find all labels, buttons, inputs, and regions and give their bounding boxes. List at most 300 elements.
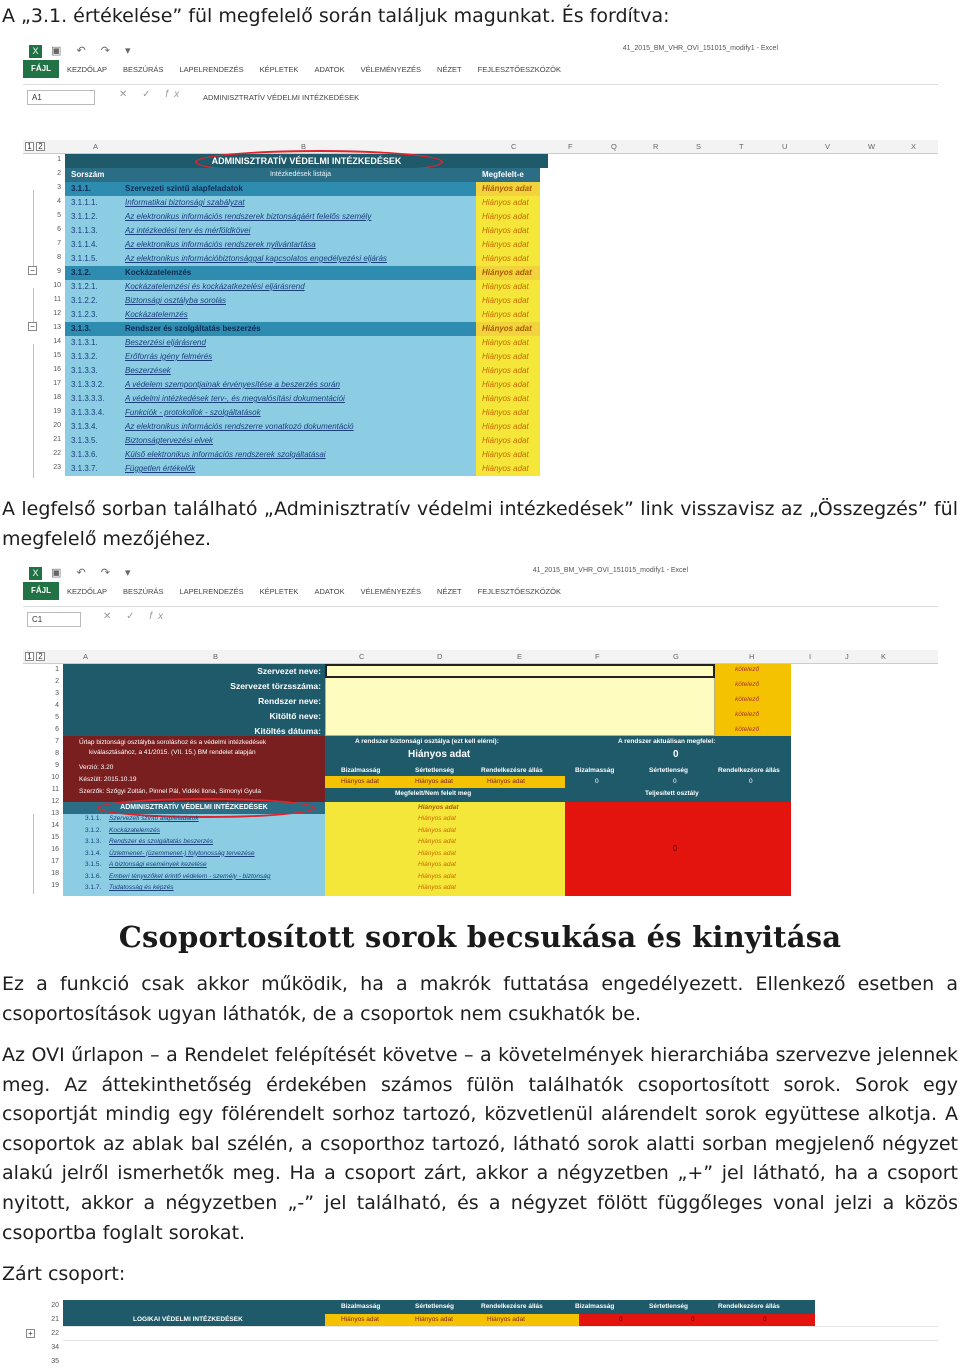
col-availability-2: Rendelkezésre állás xyxy=(718,1303,780,1310)
formula-bar xyxy=(23,606,938,630)
table-row xyxy=(65,210,540,224)
row-header[interactable]: 9 xyxy=(57,268,61,275)
row-header[interactable]: 16 xyxy=(51,846,59,853)
col-h[interactable]: H xyxy=(749,652,755,661)
required-3: kötelező xyxy=(735,696,760,703)
row-header[interactable]: 34 xyxy=(51,1344,59,1351)
req-val-1: Hiányos adat xyxy=(341,778,379,785)
table-row xyxy=(65,196,540,210)
gridline xyxy=(63,1326,938,1327)
requirement-link[interactable] xyxy=(121,364,476,378)
row-header[interactable]: 19 xyxy=(51,882,59,889)
table-row xyxy=(65,336,540,350)
requirement-link[interactable] xyxy=(121,336,476,350)
col-s[interactable]: S xyxy=(696,142,702,151)
col-k[interactable]: K xyxy=(881,652,887,661)
requirement-link[interactable] xyxy=(121,196,476,210)
requirement-text[interactable]: Biztonságtervezési elvek xyxy=(125,436,214,445)
status-cell: Hiányos adat xyxy=(476,294,540,308)
status-cell: Hiányos adat xyxy=(476,378,540,392)
header-subtitle: Intézkedések listája xyxy=(121,168,476,182)
requirement-text[interactable]: Külső elektronikus információs rendszerek szolgáltatásai xyxy=(125,450,326,459)
col-c[interactable]: C xyxy=(359,652,365,661)
status-cell: Hiányos adat xyxy=(476,308,540,322)
outline-level-2-button[interactable]: 2 xyxy=(36,652,45,661)
col-confidentiality-2: Bizalmasság xyxy=(575,1303,615,1310)
header-row xyxy=(65,168,540,182)
status-cell: Hiányos adat xyxy=(476,266,540,280)
row-header[interactable]: 18 xyxy=(53,394,61,401)
row-number-cell: 3.1.7. xyxy=(85,884,102,891)
row-header[interactable]: 35 xyxy=(51,1358,59,1365)
requirement-text[interactable]: Kockázatelemzés xyxy=(125,310,188,319)
row-number-cell: 3.1.3.5. xyxy=(65,434,121,448)
row-header[interactable]: 12 xyxy=(53,310,61,317)
requirement-link[interactable] xyxy=(121,350,476,364)
outline-level-1-button[interactable]: 1 xyxy=(25,142,34,151)
fx-icon: fx xyxy=(165,89,186,100)
status-cell: Hiányos adat xyxy=(418,849,456,857)
row-number-cell: 3.1.2.1. xyxy=(65,280,121,294)
result-red-area xyxy=(565,802,791,896)
name-box[interactable]: A1 xyxy=(27,90,95,105)
row-header[interactable]: 23 xyxy=(53,464,61,471)
row-header[interactable]: 6 xyxy=(57,226,61,233)
row-header[interactable]: 15 xyxy=(51,834,59,841)
col-r[interactable]: R xyxy=(653,142,659,151)
tab-formulas[interactable]: KÉPLETEK xyxy=(259,64,299,74)
table-row xyxy=(65,406,540,420)
row-header[interactable]: 21 xyxy=(53,436,61,443)
achieved-class-label: Teljesített osztály xyxy=(645,790,699,797)
requirement-text[interactable]: Beszerzési eljárásrend xyxy=(125,338,206,347)
row-header[interactable]: 14 xyxy=(51,822,59,829)
table-row xyxy=(65,392,540,406)
closed-group-title[interactable]: LOGIKAI VÉDELMI INTÉZKEDÉSEK xyxy=(133,1316,243,1323)
row-header[interactable]: 2 xyxy=(55,678,59,685)
quick-access-toolbar: X ▣ ↶ ↷ ▾ xyxy=(29,566,137,580)
row-header[interactable]: 3 xyxy=(55,690,59,697)
col-integrity-2: Sértetlenség xyxy=(649,767,689,774)
cur-val-3: 0 xyxy=(749,778,753,785)
row-header[interactable]: 20 xyxy=(53,422,61,429)
status-cell: Hiányos adat xyxy=(476,280,540,294)
requirement-link[interactable]: A biztonsági események kezelése xyxy=(109,861,207,868)
tab-file[interactable]: FÁJL xyxy=(23,582,59,600)
row-header[interactable]: 10 xyxy=(53,282,61,289)
required-1: kötelező xyxy=(735,666,760,673)
row-header[interactable]: 8 xyxy=(55,750,59,757)
ribbon-tabs xyxy=(23,60,938,78)
status-cell: Hiányos adat xyxy=(476,392,540,406)
val-4: 0 xyxy=(619,1316,623,1323)
current-class-header: A rendszer aktuálisan megfelel: xyxy=(618,738,716,745)
status-cell: Hiányos adat xyxy=(476,210,540,224)
row-number-cell: 3.1.3.3. xyxy=(65,364,121,378)
tab-formulas[interactable]: KÉPLETEK xyxy=(259,586,299,596)
row-header[interactable]: 17 xyxy=(53,380,61,387)
val-6: 0 xyxy=(763,1316,767,1323)
group-expand-button[interactable]: + xyxy=(26,1329,35,1338)
table-row xyxy=(65,434,540,448)
requirement-link[interactable] xyxy=(121,420,476,434)
requirement-text[interactable]: Független értékelők xyxy=(125,464,196,473)
status-cell: Hiányos adat xyxy=(476,350,540,364)
status-cell: Hiányos adat xyxy=(476,182,540,196)
label-org-id: Szervezet törzsszáma: xyxy=(230,681,321,691)
requirement-text[interactable]: Az intézkedési terv és mérföldkövei xyxy=(125,226,251,235)
required-5: kötelező xyxy=(735,726,760,733)
requirement-text[interactable]: Funkciók - protokollok - szolgáltatások xyxy=(125,408,261,417)
excel-icon: X xyxy=(29,45,42,58)
requirement-link[interactable] xyxy=(121,238,476,252)
row-header[interactable]: 14 xyxy=(53,338,61,345)
row-number-cell: 3.1.3.2. xyxy=(65,350,121,364)
tab-page-layout[interactable]: LAPELRENDEZÉS xyxy=(179,64,244,74)
paragraph-macro-note: Ez a funkció csak akkor működik, ha a makrók futtatása engedélyezett. Ellenkező esetben a csoportosítások ugyan láthatók, de a csoportok nem csukhatók be. xyxy=(2,973,958,1025)
col-availability: Rendelkezésre állás xyxy=(481,1303,543,1310)
tab-view[interactable]: NÉZET xyxy=(437,586,462,596)
requirement-link[interactable] xyxy=(121,182,476,196)
formula-input[interactable]: ADMINISZTRATÍV VÉDELMI INTÉZKEDÉSEK xyxy=(203,93,360,102)
requirement-text[interactable]: Kockázatelemzés xyxy=(125,268,192,277)
row-number-cell: 3.1.4. xyxy=(85,849,102,857)
row-number-cell: 3.1.2. xyxy=(85,826,102,834)
table-row xyxy=(65,280,540,294)
row-header[interactable]: 8 xyxy=(57,254,61,261)
requirement-link[interactable] xyxy=(121,308,476,322)
col-b[interactable]: B xyxy=(213,652,219,661)
tab-home[interactable]: KEZDŐLAP xyxy=(67,64,108,74)
row-number-cell: 3.1.3.3.4. xyxy=(65,406,121,420)
required-class-header: A rendszer biztonsági osztálya (ezt kell elérni): xyxy=(355,738,499,745)
row-number-cell: 3.1.2.3. xyxy=(65,308,121,322)
row-header[interactable]: 16 xyxy=(53,366,61,373)
tab-developer[interactable]: FEJLESZTŐESZKÖZÖK xyxy=(477,64,561,74)
required-4: kötelező xyxy=(735,711,760,718)
status-cell: Hiányos adat xyxy=(476,462,540,476)
paragraph-link-back: A legfelső sorban található „Adminisztratív védelmi intézkedések” link visszavisz az „Összegzés” fül megfelelő mezőjéhez. xyxy=(2,498,958,550)
info-line-5: Szerzők: Szőgyi Zoltán, Pinnel Pál, Vidéki Ilona, Simonyi Gyula xyxy=(79,788,261,795)
header-num: Sorszám xyxy=(65,168,121,182)
req-val-2: Hiányos adat xyxy=(415,778,453,785)
row-header[interactable]: 21 xyxy=(51,1316,59,1323)
col-t[interactable]: T xyxy=(739,142,744,151)
col-i[interactable]: I xyxy=(809,652,812,661)
requirement-link[interactable]: Tudatosság és képzés xyxy=(109,884,174,891)
header-val: Megfelelt-e xyxy=(476,168,540,182)
col-integrity: Sértetlenség xyxy=(415,767,455,774)
row-number-cell: 3.1.3.3.3. xyxy=(65,392,121,406)
row-header[interactable]: 4 xyxy=(57,198,61,205)
cur-val-2: 0 xyxy=(673,778,677,785)
status-cell: Hiányos adat xyxy=(476,420,540,434)
status-cell: Hiányos adat xyxy=(418,838,456,845)
row-number-cell: 3.1.2.2. xyxy=(65,294,121,308)
cur-val-1: 0 xyxy=(595,778,599,785)
col-g[interactable]: G xyxy=(673,652,679,661)
row-header[interactable]: 18 xyxy=(51,870,59,877)
column-header-row xyxy=(23,650,938,664)
col-integrity: Sértetlenség xyxy=(415,1303,455,1310)
requirement-text[interactable]: A védelmi intézkedések terv-, és megvalósítási dokumentációi xyxy=(125,394,345,403)
formula-buttons[interactable]: ✕ ✓ fx xyxy=(119,89,186,100)
row-header[interactable]: 19 xyxy=(53,408,61,415)
requirement-link[interactable] xyxy=(121,224,476,238)
gridline xyxy=(63,1340,938,1341)
col-a[interactable]: A xyxy=(83,652,89,661)
window-title: 41_2015_BM_VHR_OVI_151015_modify1 - Excel xyxy=(622,45,778,52)
row-header[interactable]: 3 xyxy=(57,184,61,191)
requirement-text[interactable]: Szervezeti szintű alapfeladatok xyxy=(125,184,243,193)
val-5: 0 xyxy=(691,1316,695,1323)
row-number-cell: 3.1.1.1. xyxy=(65,196,121,210)
requirement-text[interactable]: Az elektronikus információs rendszerek biztonságáért felelős személy xyxy=(125,212,372,221)
req-val-3: Hiányos adat xyxy=(487,778,525,785)
status-cell: Hiányos adat xyxy=(418,872,456,880)
requirement-link[interactable] xyxy=(121,448,476,462)
requirement-link[interactable]: Szervezeti szintű alapfeladatok xyxy=(109,815,199,822)
sheet-title[interactable]: ADMINISZTRATÍV VÉDELMI INTÉZKEDÉSEK xyxy=(65,154,548,168)
info-line-3: Verzió: 3.20 xyxy=(79,764,114,771)
row-header[interactable]: 13 xyxy=(53,324,61,331)
requirement-link[interactable] xyxy=(121,462,476,476)
status-cell: Hiányos adat xyxy=(476,252,540,266)
row-number-cell: 3.1.1. xyxy=(65,182,121,196)
requirement-link[interactable] xyxy=(121,434,476,448)
group-collapse-button[interactable]: − xyxy=(28,266,37,275)
row-header[interactable]: 6 xyxy=(55,726,59,733)
row-header[interactable]: 9 xyxy=(55,762,59,769)
quick-access-toolbar: X ▣ ↶ ↷ ▾ xyxy=(29,44,137,58)
requirement-link[interactable] xyxy=(121,252,476,266)
result-value: 0 xyxy=(673,844,678,853)
col-c[interactable]: C xyxy=(511,142,517,151)
row-header[interactable]: 5 xyxy=(55,714,59,721)
label-org-name: Szervezet neve: xyxy=(257,666,321,676)
row-header[interactable]: 15 xyxy=(53,352,61,359)
title-bar xyxy=(23,40,938,62)
requirement-text[interactable]: Biztonsági osztályba sorolás xyxy=(125,296,226,305)
status-cell: Hiányos adat xyxy=(476,336,540,350)
requirement-link[interactable] xyxy=(121,378,476,392)
tab-review[interactable]: VÉLEMÉNYEZÉS xyxy=(360,64,422,74)
col-j[interactable]: J xyxy=(845,652,849,661)
col-x[interactable]: X xyxy=(911,142,917,151)
red-values xyxy=(579,1314,815,1326)
table-row xyxy=(65,364,540,378)
status-cell: Hiányos adat xyxy=(476,434,540,448)
col-integrity-2: Sértetlenség xyxy=(649,1303,689,1310)
group-line xyxy=(33,288,34,322)
excel-icon: X xyxy=(29,567,42,580)
requirement-link[interactable] xyxy=(121,406,476,420)
tab-insert[interactable]: BESZÚRÁS xyxy=(123,64,164,74)
formula-bar xyxy=(23,84,938,108)
requirement-text[interactable]: Erőforrás igény felmérés xyxy=(125,352,213,361)
requirement-link[interactable]: Kockázatelemzés xyxy=(109,826,160,834)
status-cell: Hiányos adat xyxy=(476,448,540,462)
col-e[interactable]: E xyxy=(517,652,523,661)
row-number-cell: 3.1.1.5. xyxy=(65,252,121,266)
requirement-link[interactable] xyxy=(121,210,476,224)
row-number-cell: 3.1.1.4. xyxy=(65,238,121,252)
col-u[interactable]: U xyxy=(782,142,788,151)
row-number-cell: 3.1.3.6. xyxy=(65,448,121,462)
outline-level-1-button[interactable]: 1 xyxy=(25,652,34,661)
tab-insert[interactable]: BESZÚRÁS xyxy=(123,586,164,596)
status-cell: Hiányos adat xyxy=(418,884,456,891)
table-row xyxy=(65,182,540,196)
row-header[interactable]: 2 xyxy=(57,170,61,177)
requirement-link[interactable] xyxy=(121,322,476,336)
requirement-link[interactable] xyxy=(121,392,476,406)
tab-data[interactable]: ADATOK xyxy=(314,64,345,74)
tab-page-layout[interactable]: LAPELRENDEZÉS xyxy=(179,586,244,596)
requirement-text[interactable]: Az elektronikus információs rendszerre vonatkozó dokumentáció xyxy=(125,422,354,431)
window-title: 41_2015_BM_VHR_OVI_151015_modify1 - Excel xyxy=(532,567,688,574)
table-row xyxy=(65,462,540,476)
row-header[interactable]: 4 xyxy=(55,702,59,709)
val-1: Hiányos adat xyxy=(341,1316,379,1323)
col-f[interactable]: F xyxy=(568,142,573,151)
status-cell: Hiányos adat xyxy=(476,238,540,252)
row-header[interactable]: 10 xyxy=(51,774,59,781)
row-header[interactable]: 11 xyxy=(53,296,61,303)
col-confidentiality-2: Bizalmasság xyxy=(575,767,615,774)
col-confidentiality: Bizalmasság xyxy=(341,767,381,774)
row-number-cell: 3.1.1.3. xyxy=(65,224,121,238)
row-header[interactable]: 20 xyxy=(51,1302,59,1309)
row-number-cell: 3.1.3. xyxy=(85,838,102,845)
col-b[interactable]: B xyxy=(301,142,307,151)
row-header[interactable]: 5 xyxy=(57,212,61,219)
row-header[interactable]: 11 xyxy=(51,786,59,793)
row-header[interactable]: 22 xyxy=(51,1330,59,1337)
col-f[interactable]: F xyxy=(595,652,600,661)
group-collapse-button[interactable]: − xyxy=(28,322,37,331)
col-availability: Rendelkezésre állás xyxy=(481,767,543,774)
requirement-text[interactable]: Az elektronikus információbiztonsággal kapcsolatos engedélyezési eljárás xyxy=(125,254,387,263)
row-number-cell: 3.1.2. xyxy=(65,266,121,280)
status-cell: Hiányos adat xyxy=(476,406,540,420)
status-cell: Hiányos adat xyxy=(476,364,540,378)
label-fill-date: Kitöltés dátuma: xyxy=(254,726,321,736)
row-number-cell: 3.1.3.7. xyxy=(65,462,121,476)
required-2: kötelező xyxy=(735,681,760,688)
requirement-link[interactable] xyxy=(121,266,476,280)
fx-icon: fx xyxy=(149,611,170,622)
excel-screenshot-summary xyxy=(23,562,938,896)
col-d[interactable]: D xyxy=(437,652,443,661)
table-row xyxy=(65,266,540,280)
requirement-link[interactable] xyxy=(121,294,476,308)
row-header[interactable]: 7 xyxy=(55,738,59,745)
table-row xyxy=(65,308,540,322)
status-cell: Hiányos adat xyxy=(418,815,456,822)
row-number-cell: 3.1.3.1. xyxy=(65,336,121,350)
requirement-link[interactable] xyxy=(121,280,476,294)
status-cell: Hiányos adat xyxy=(476,322,540,336)
col-w[interactable]: W xyxy=(868,142,876,151)
name-box[interactable]: C1 xyxy=(27,612,81,627)
info-line-4: Készült: 2015.10.19 xyxy=(79,776,137,783)
col-q[interactable]: Q xyxy=(611,142,617,151)
row-number-cell: 3.1.1.2. xyxy=(65,210,121,224)
tab-data[interactable]: ADATOK xyxy=(314,586,345,596)
row-header[interactable]: 1 xyxy=(57,156,61,163)
row-number-cell: 3.1.6. xyxy=(85,872,102,880)
pass-fail-label: Megfelelt/Nem felelt meg xyxy=(395,790,472,797)
tab-file[interactable]: FÁJL xyxy=(23,60,59,78)
row-number-cell: 3.1.3.3.2. xyxy=(65,378,121,392)
row-header[interactable]: 7 xyxy=(57,240,61,247)
requirement-link[interactable]: Emberi tényezőket érintő védelem - személy - biztonság xyxy=(109,872,271,880)
requirement-text[interactable]: A védelem szempontjainak érvényesítése a beszerzés során xyxy=(125,380,340,389)
table-row xyxy=(65,238,540,252)
tab-view[interactable]: NÉZET xyxy=(437,64,462,74)
group-line xyxy=(33,344,34,478)
paragraph-grouping: Az OVI űrlapon – a Rendelet felépítését követve – a követelmények hierarchiába szervezve jelennek meg. Az áttekinthetőség érdekében számos fülön találhatók csoportosított sorok. Sorok egy csoportját mindig egy fölérendelt sorhoz tartozó, közvetlenül alárendelt sorok együttese alkotja. A csoportok az ablak bal szélén, a csoporthoz tartozó, látható sorok alatti sorban megjelenő négyzet alakú jelről ismerhetők meg. Ha a csoport zárt, akkor a négyzetben „+” jel látható, ha a csoport nyitott, akkor a négyzetben „-” jel található, és a négyzet fölött függőleges vonal jelzi a közös csoportba foglalt sorokat. xyxy=(2,1044,958,1244)
row-number-cell: 3.1.3. xyxy=(65,322,121,336)
group-line xyxy=(33,190,34,266)
table-row xyxy=(65,420,540,434)
tab-developer[interactable]: FEJLESZTŐESZKÖZÖK xyxy=(477,586,561,596)
row-header[interactable]: 22 xyxy=(53,450,61,457)
row-header[interactable]: 13 xyxy=(51,810,59,817)
row-header[interactable]: 17 xyxy=(51,858,59,865)
required-class-value: Hiányos adat xyxy=(408,749,471,760)
tab-review[interactable]: VÉLEMÉNYEZÉS xyxy=(360,586,422,596)
status-cell: Hiányos adat xyxy=(476,224,540,238)
table-row xyxy=(65,224,540,238)
list-title-value: Hiányos adat xyxy=(418,804,459,811)
selected-cell[interactable] xyxy=(325,664,715,678)
row-number-cell: 3.1.3.4. xyxy=(65,420,121,434)
requirement-text[interactable]: Kockázatelemzési és kockázatkezelési eljárásrend xyxy=(125,282,305,291)
intro-text: A „3.1. értékelése” fül megfelelő során találjuk magunkat. És fordítva: xyxy=(2,5,670,27)
status-cell: Hiányos adat xyxy=(476,196,540,210)
ribbon-tabs xyxy=(23,582,938,600)
row-header[interactable]: 12 xyxy=(51,798,59,805)
label-filler-name: Kitöltő neve: xyxy=(269,711,321,721)
requirement-text[interactable]: Beszerzések xyxy=(125,366,171,375)
label-system-name: Rendszer neve: xyxy=(258,696,321,706)
tab-home[interactable]: KEZDŐLAP xyxy=(67,586,108,596)
requirement-text[interactable]: Informatikai biztonsági szabályzat xyxy=(125,198,245,207)
val-3: Hiányos adat xyxy=(487,1316,525,1323)
row-number-cell: 3.1.1. xyxy=(85,815,102,822)
list-title[interactable]: ADMINISZTRATÍV VÉDELMI INTÉZKEDÉSEK xyxy=(63,802,325,814)
col-a[interactable]: A xyxy=(93,142,99,151)
row-header[interactable]: 1 xyxy=(55,666,59,673)
table-row xyxy=(65,378,540,392)
title-bar xyxy=(23,562,938,584)
outline-level-2-button[interactable]: 2 xyxy=(36,142,45,151)
status-cell: Hiányos adat xyxy=(418,826,456,834)
requirement-text[interactable]: Rendszer és szolgáltatás beszerzés xyxy=(125,324,261,333)
requirement-text[interactable]: Az elektronikus információs rendszerek nyilvántartása xyxy=(125,240,316,249)
excel-screenshot-closed-group xyxy=(23,1300,938,1370)
col-v[interactable]: V xyxy=(825,142,831,151)
column-header-row xyxy=(23,140,938,154)
col-confidentiality: Bizalmasság xyxy=(341,1303,381,1310)
formula-buttons[interactable]: ✕ ✓ fx xyxy=(103,611,170,622)
requirement-link[interactable]: Üzletmenet- (üzemmenet-) folytonosság tervezése xyxy=(109,849,255,857)
info-line-1: Űrlap biztonsági osztályba soroláshoz és a védelmi intézkedések xyxy=(79,739,267,746)
col-availability-2: Rendelkezésre állás xyxy=(718,767,780,774)
requirement-link[interactable]: Rendszer és szolgáltatás beszerzés xyxy=(109,838,214,845)
